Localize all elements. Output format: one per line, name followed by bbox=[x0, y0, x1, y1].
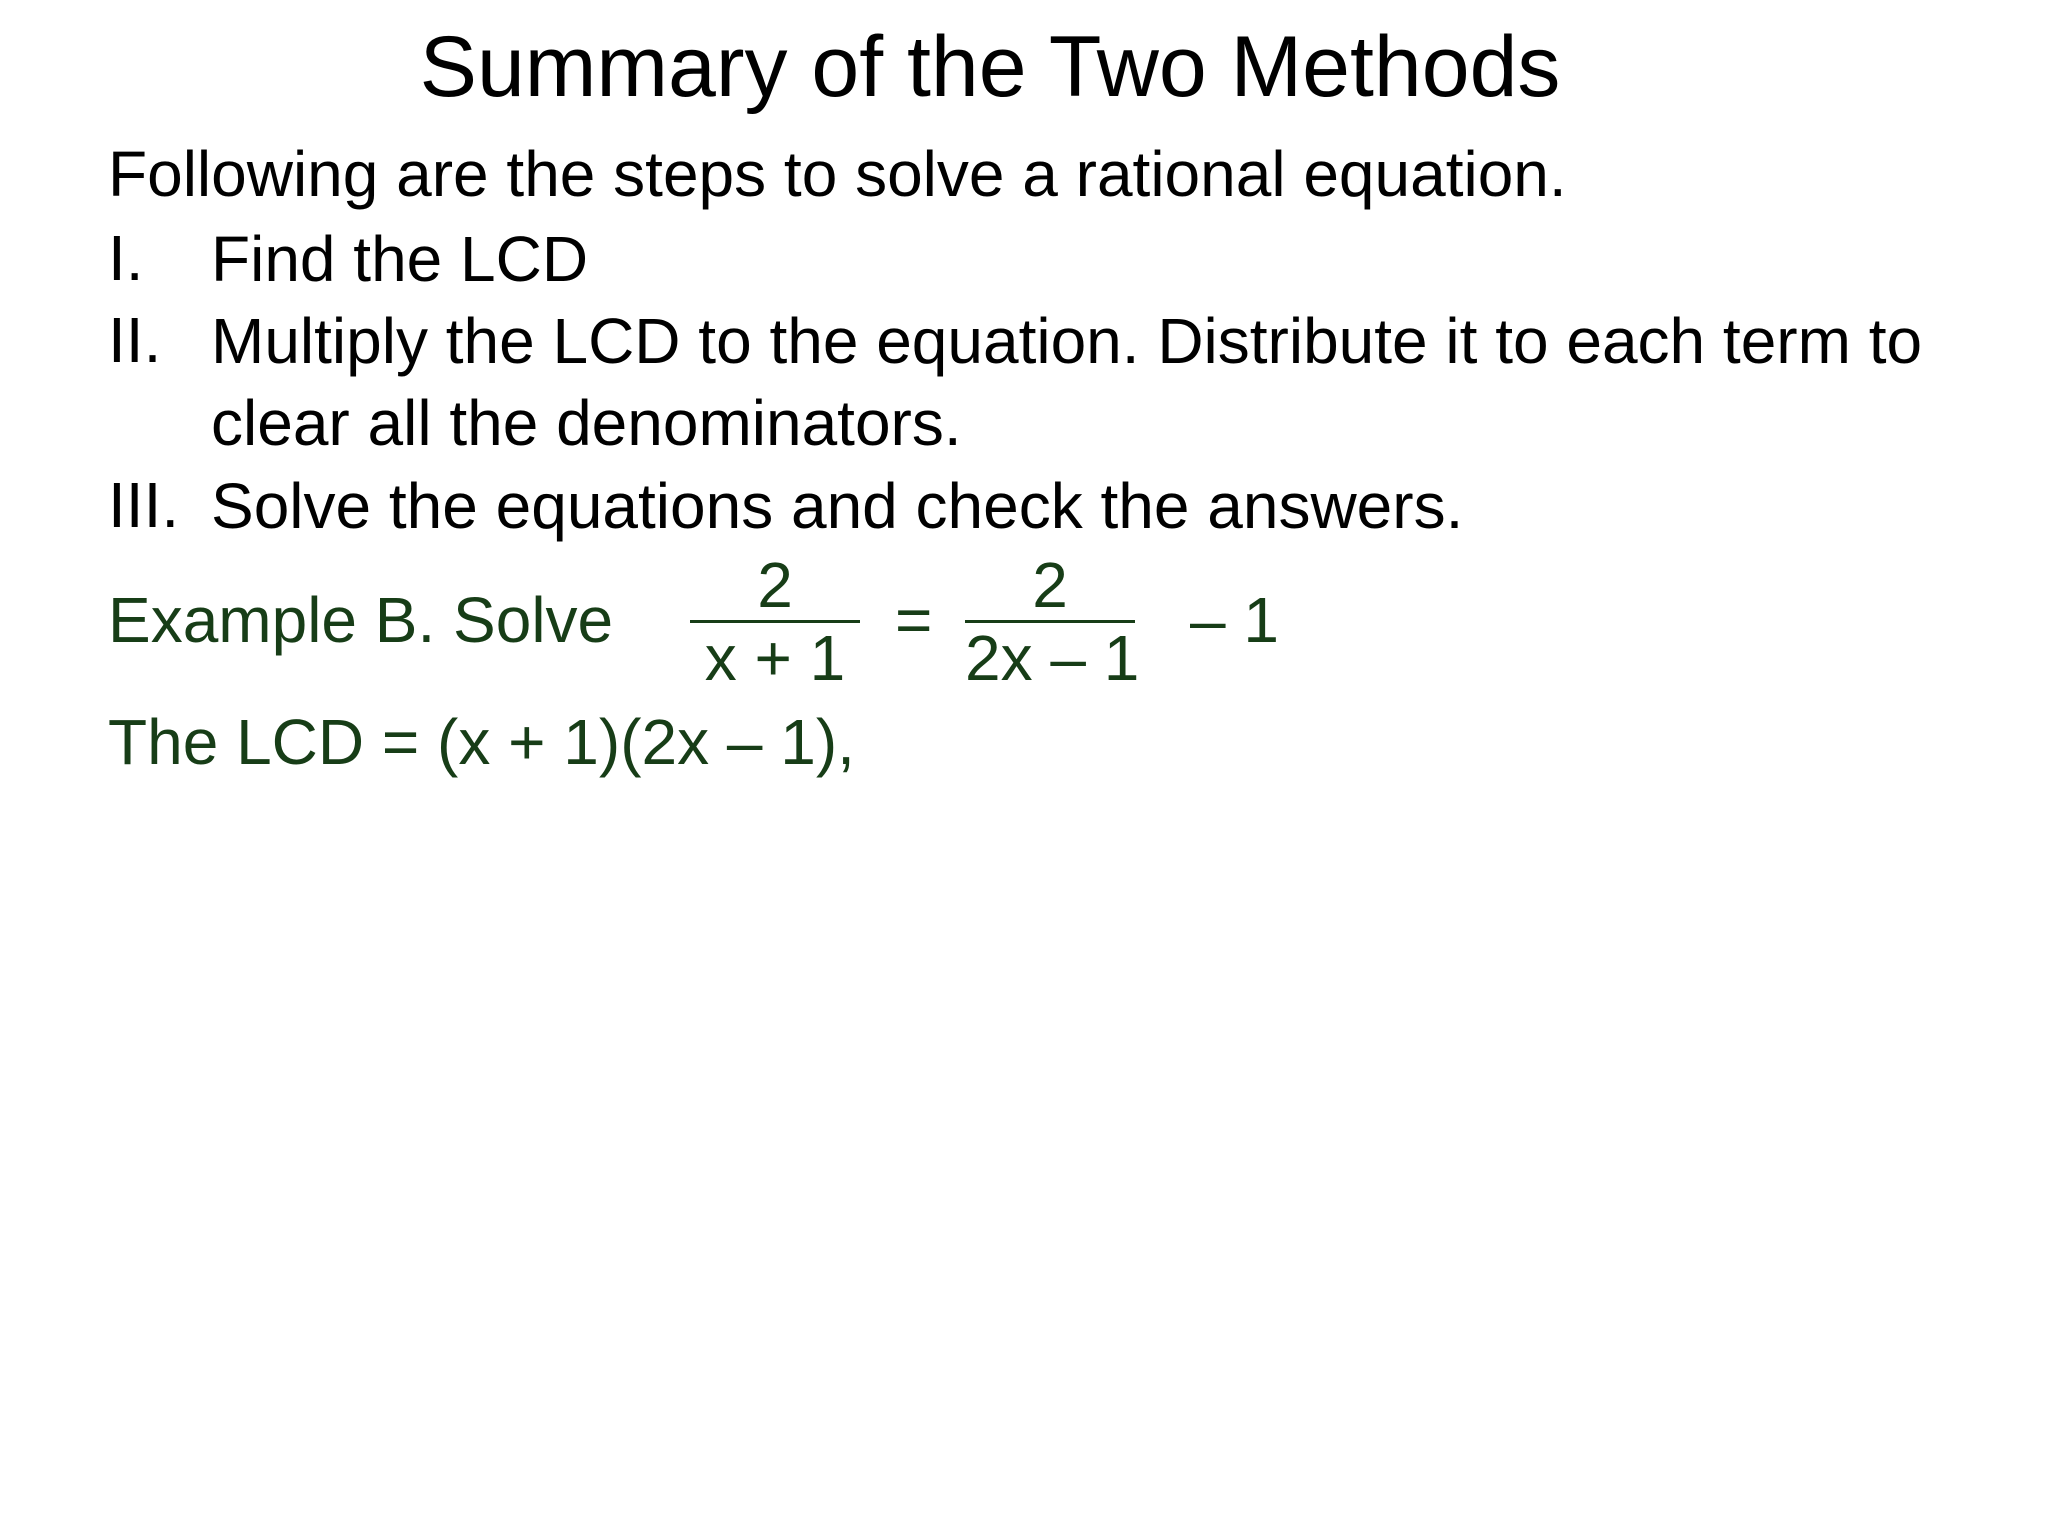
fraction-right-denominator: 2x – 1 bbox=[965, 622, 1140, 694]
fraction-right bbox=[965, 549, 1140, 694]
fraction-left bbox=[690, 550, 860, 693]
intro-text: Following are the steps to solve a rational equation. bbox=[108, 138, 1567, 210]
fraction-left-denominator: x + 1 bbox=[704, 622, 846, 694]
step-1-number: I. bbox=[108, 222, 144, 294]
minus-one-term: – 1 bbox=[1190, 584, 1279, 656]
step-3-number: III. bbox=[108, 469, 180, 541]
step-2-text: Multiply the LCD to the equation. Distribute it to each term to clear all the denominators. bbox=[211, 305, 1923, 459]
slide-title: Summary of the Two Methods bbox=[419, 19, 1561, 115]
fraction-left-numerator: 2 bbox=[757, 549, 793, 621]
step-1-text: Find the LCD bbox=[211, 223, 589, 295]
lcd-line: The LCD = (x + 1)(2x – 1), bbox=[108, 706, 855, 778]
equals-sign: = bbox=[895, 584, 933, 656]
example-label: Example B. Solve bbox=[108, 584, 614, 656]
fraction-right-numerator: 2 bbox=[1032, 549, 1068, 621]
step-3-text: Solve the equations and check the answers. bbox=[211, 470, 1464, 542]
step-2-number: II. bbox=[108, 304, 162, 376]
